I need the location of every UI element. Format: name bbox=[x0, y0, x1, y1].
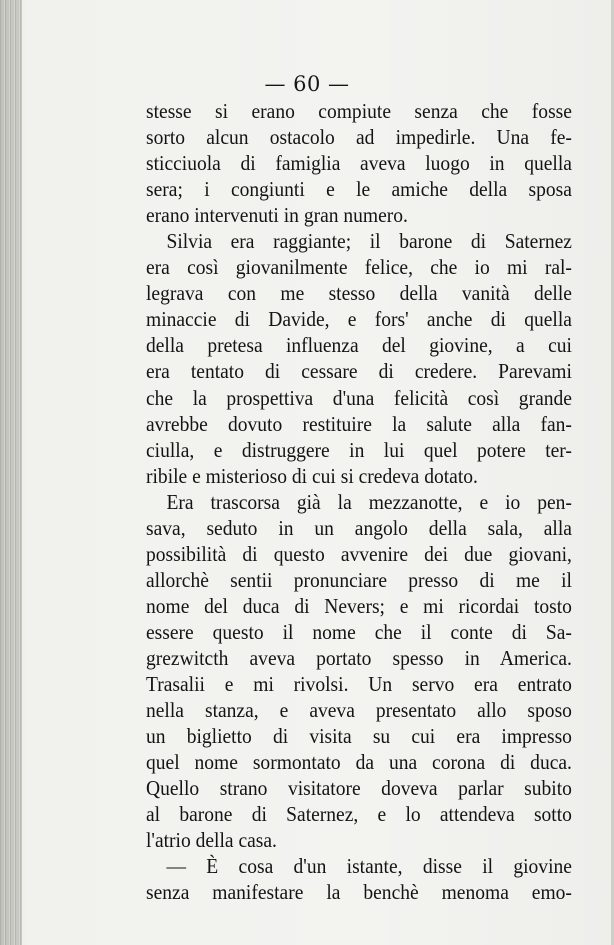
text-line: ribile e misterioso di cui si credeva dotato. bbox=[146, 463, 478, 488]
text-line: Era trascorsa già la mezzanotte, e io pen- bbox=[166, 489, 572, 514]
text-line: un biglietto di visita su cui era impresso bbox=[146, 724, 572, 749]
text-line: sticciuola di famiglia aveva luogo in quella bbox=[146, 151, 572, 176]
text-line: Trasalii e mi rivolsi. Un servo era entrato bbox=[146, 672, 572, 697]
body-text bbox=[146, 98, 572, 905]
text-line: stesse si erano compiute senza che fosse bbox=[146, 99, 572, 123]
page-binding-shadow bbox=[0, 0, 22, 945]
text-line: che la prospettiva d'una felicità così grande bbox=[146, 385, 572, 410]
text-line: sorto alcun ostacolo ad impedirle. Una fe- bbox=[146, 125, 572, 150]
text-line: Silvia era raggiante; il barone di Saternez bbox=[166, 229, 572, 254]
text-line: erano intervenuti in gran numero. bbox=[146, 203, 408, 228]
text-line: essere questo il nome che il conte di Sa- bbox=[146, 619, 572, 644]
text-line: grezwitcth aveva portato spesso in America. bbox=[146, 645, 572, 670]
text-line: della pretesa influenza del giovine, a cui bbox=[146, 333, 572, 358]
page-number: — 60 — bbox=[264, 72, 350, 96]
text-line: era tentato di cessare di credere. Parevami bbox=[146, 359, 572, 384]
text-line: legrava con me stesso della vanità delle bbox=[146, 281, 572, 306]
text-line: sera; i congiunti e le amiche della sposa bbox=[146, 177, 572, 202]
text-line: minaccie di Davide, e fors' anche di quella bbox=[146, 307, 572, 332]
text-line: — È cosa d'un istante, disse il giovine bbox=[166, 854, 572, 879]
text-line: Quello strano visitatore doveva parlar subito bbox=[146, 776, 572, 801]
text-line: nella stanza, e aveva presentato allo sposo bbox=[146, 698, 572, 723]
text-line: possibilità di questo avvenire dei due giovani, bbox=[146, 541, 572, 566]
text-line: l'atrio della casa. bbox=[146, 828, 277, 853]
text-line: allorchè sentii pronunciare presso di me il bbox=[146, 567, 572, 592]
text-line: senza manifestare la benchè menoma emo- bbox=[146, 880, 572, 905]
text-line: al barone di Saternez, e lo attendeva sotto bbox=[146, 802, 572, 827]
text-line: ciulla, e distruggere in lui quel potere ter- bbox=[146, 437, 572, 462]
text-line: avrebbe dovuto restituire la salute alla fan- bbox=[146, 411, 572, 436]
text-line: sava, seduto in un angolo della sala, alla bbox=[146, 515, 572, 540]
text-line: quel nome sormontato da una corona di duca. bbox=[146, 750, 572, 775]
text-line: nome del duca di Nevers; e mi ricordai tosto bbox=[146, 593, 572, 618]
text-line: era così giovanilmente felice, che io mi ral- bbox=[146, 255, 572, 280]
